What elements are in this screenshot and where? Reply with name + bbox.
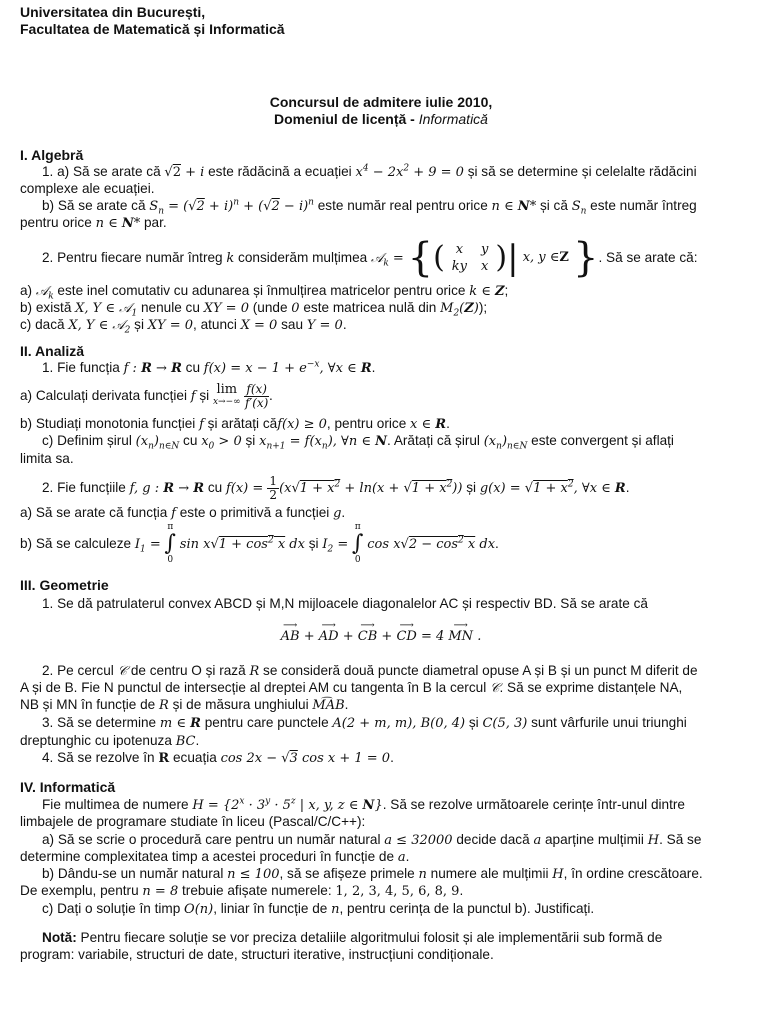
geometrie-p2-cont2: NB și MN în funcție de R și de măsura unghiului M͡AB. — [20, 697, 349, 713]
university-name: Universitatea din București, — [20, 4, 206, 20]
vector-equation: ⟶ AB + ⟶ AD + ⟶ CB + ⟶ CD = 4 ⟶ MN . — [20, 628, 742, 645]
algebra-p1b-cont: pentru orice n ∈ N* par. — [20, 215, 167, 231]
exam-title: Concursul de admitere iulie 2010, — [269, 94, 493, 110]
set-matrix: { ( x y ky x ) | x, y ∈ Z } — [407, 235, 599, 282]
geometrie-p4: 4. Să se rezolve în R ecuația cos 2x − √3 cos x + 1 = 0. — [42, 750, 394, 766]
analiza-p1a: a) Calculați derivata funcției f și lim x→−∞ $\frac{f(x)}{f'(x)}$ . — [20, 381, 273, 410]
informatica-p0-cont: limbajele de programare studiate în liceu (Pascal/C/C++): — [20, 814, 366, 829]
informatica-pa: a) Să se scrie o procedură care pentru un număr natural a ≤ 32000 decide dacă a aparține mulțimii H. Să se — [42, 832, 702, 848]
section-geometrie-heading: III. Geometrie — [20, 577, 109, 593]
section-algebra-heading: I. Algebră — [20, 147, 84, 163]
informatica-p0: Fie multimea de numere $H = \{2^x \cdot 3^y \cdot 5^z$ | x, y, z ∈ N}. Să se rezolve următoarele cerințe într-unul dintre — [42, 796, 685, 813]
geometrie-p2-cont1: A și de B. Fie N punctul de intersecție al dreptei AM cu tangenta în B la cercul 𝒞. Să se exprime distanțele NA, — [20, 680, 683, 696]
geometrie-p2: 2. Pe cercul 𝒞 de centru O și rază R se consideră două puncte diametral opuse A și B și un punct M diferit de — [42, 663, 698, 679]
algebra-p1a-cont: complexe ale ecuației. — [20, 181, 155, 196]
geometrie-p3: 3. Să se determine m ∈ R pentru care punctele A(2 + m, m), B(0, 4) și C(5, 3) sunt vârfurile unui triunghi — [42, 715, 687, 731]
nota-paragraph-cont: program: variabile, structuri de date, structuri iterative, instrucțiuni condiționale. — [20, 947, 494, 962]
informatica-pb-cont: De exemplu, pentru n = 8 trebuie afișate numerele: 1, 2, 3, 4, 5, 6, 8, 9. — [20, 883, 464, 899]
informatica-pc: c) Dați o soluție în timp O(n), liniar în funcție de n, pentru cerința de la punctul b). Justificați. — [42, 901, 595, 917]
geometrie-p3-cont: dreptunghic cu ipotenuza BC. — [20, 733, 200, 749]
analiza-p2a: a) Să se arate că funcția f este o primitivă a funcției g. — [20, 505, 346, 521]
analiza-p2: 2. Fie funcțiile f, g : R → R cu f(x) = $\frac{1}{2}$ $(x√1 + x^2 + \ln(x + √1 + x^2))$ și $g(x) = √1 + x^2$, ∀x ∈ R. — [42, 473, 630, 502]
algebra-p2: 2. Pentru fiecare număr întreg k considerăm mulțimea 𝒜$_k$ = { ( x y ky x ) | x, y ∈ Z } . Să se arate că: — [42, 235, 698, 282]
informatica-pb: b) Dându-se un număr natural n ≤ 100, să se afișeze primele n numere ale mulțimii H, în ordine crescătoare. — [42, 866, 703, 882]
algebra-p2c: c) dacă X, Y ∈ 𝒜$_2$ și XY = 0, atunci X = 0 sau Y = 0. — [20, 317, 347, 336]
faculty-name: Facultatea de Matematică și Informatică — [20, 21, 285, 37]
analiza-p1c: c) Definim șirul $(x_n)_{n\in N}$ cu $x_0 > 0$ și $x_{n+1} = f(x_n)$, ∀n ∈ N. Arătați că șirul $(x_n)_{n\in N}$ este convergent și aflați — [42, 433, 674, 452]
analiza-p1b: b) Studiați monotonia funcției f și arătați căf(x) ≥ 0, pentru orice x ∈ R. — [20, 416, 450, 432]
informatica-pa-cont: determine complexitatea timp a acestei proceduri în funcție de a. — [20, 849, 410, 865]
geometrie-p1: 1. Se dă patrulaterul convex ABCD și M,N mijloacele diagonalelor AC și respectiv BD. Să se arate că — [42, 596, 648, 611]
section-informatica-heading: IV. Informatică — [20, 779, 116, 795]
algebra-p2b: b) există X, Y ∈ 𝒜$_1$ nenule cu XY = 0 (unde 0 este matricea nulă din $M_2(Z)$); — [20, 300, 488, 319]
algebra-p1b: b) Să se arate că $S_n = (√2 + i)^n + (√2 - i)^n$ este număr real pentru orice n ∈ N* și că $S_n$ este număr întreg — [42, 197, 697, 217]
algebra-p1a: 1. a) Să se arate că √2 + i este rădăcină a ecuației $x^4 - 2x^2 + 9 = 0$ și să se determine și celelalte rădăcini — [42, 163, 697, 180]
exam-domain: Domeniul de licență - Informatică — [274, 111, 488, 127]
analiza-p2b: b) Să se calculeze $I_1$ = π ∫ 0 $\sin x√1 + \cos^2 x$ dx și $I_2$ = π ∫ 0 $\cos x√2 - \cos^2 x$ dx. — [20, 522, 499, 566]
analiza-p1c-cont: limita sa. — [20, 451, 74, 466]
section-analiza-heading: II. Analiză — [20, 343, 85, 359]
nota-paragraph: Notă: Pentru fiecare soluție se vor preciza detaliile algoritmului folosit și ale implementării sub formă de — [42, 930, 663, 945]
analiza-p1: 1. Fie funcția f : R → R cu $f(x) = x - 1 + e^{-x}$, ∀x ∈ R. — [42, 359, 376, 376]
algebra-p2a: a) 𝒜$_k$ este inel comutativ cu adunarea și înmulțirea matricelor pentru orice k ∈ Z; — [20, 283, 509, 302]
